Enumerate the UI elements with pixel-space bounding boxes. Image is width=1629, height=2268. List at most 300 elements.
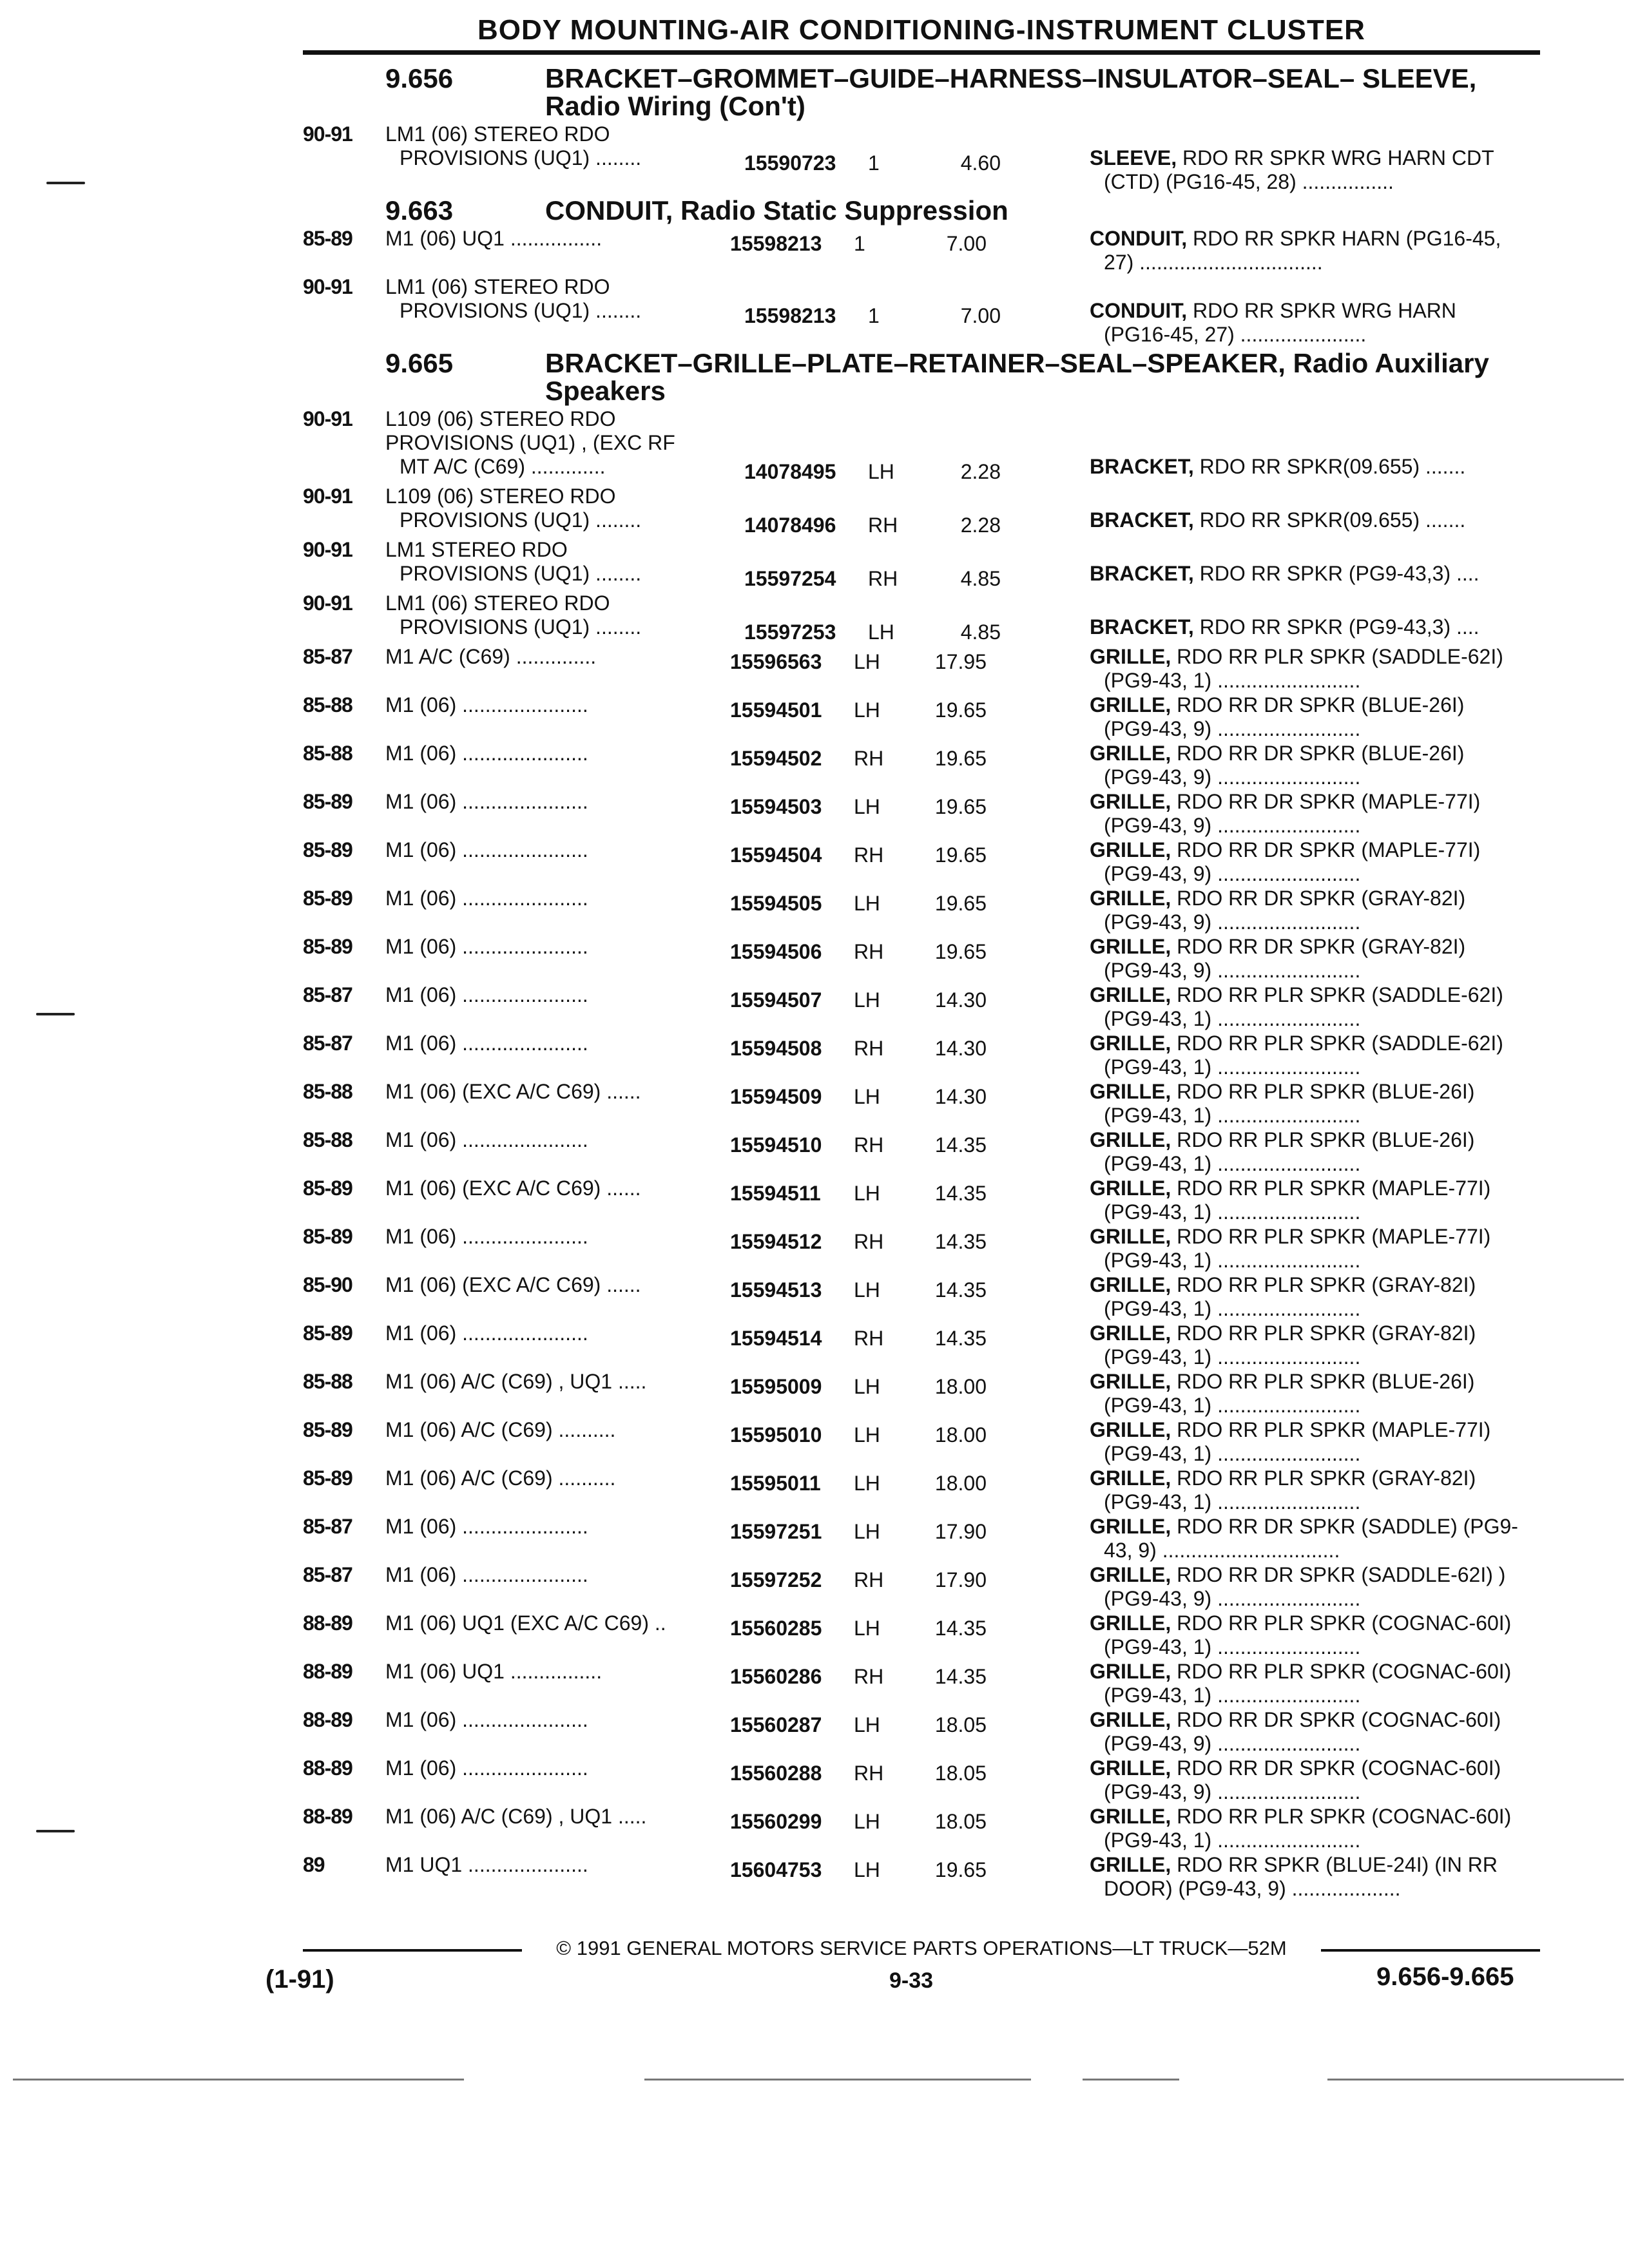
section-number: 9.656 <box>385 63 454 93</box>
part-number: 15594512 <box>730 1230 822 1253</box>
part-description <box>1070 1466 1547 1514</box>
part-entry-row <box>303 1466 1547 1514</box>
list-price: 19.65 <box>934 892 987 915</box>
application-block <box>385 1708 1070 1756</box>
description-line <box>1090 645 1547 669</box>
part-entry-row <box>303 1128 1547 1176</box>
description-spacer <box>1090 538 1547 562</box>
list-price: 19.65 <box>934 940 987 963</box>
part-detail: RDO RR SPKR(09.655) ....... <box>1199 455 1466 478</box>
quantity-or-side: LH <box>854 1617 880 1640</box>
part-entry-row <box>303 407 1547 484</box>
model-years: 85-88 <box>303 1080 352 1103</box>
quantity-or-side: RH <box>854 1762 884 1785</box>
model-years: 85-87 <box>303 1515 352 1538</box>
description-continuation: (PG9-43, 1) ......................... <box>1104 1007 1361 1030</box>
model-years: 85-90 <box>303 1273 352 1296</box>
application-main-line <box>385 227 1070 256</box>
scan-edge-line <box>1083 2079 1179 2081</box>
part-entry-row <box>303 1177 1547 1224</box>
scan-edge-line <box>1327 2079 1624 2081</box>
application-main-line <box>385 1032 1070 1061</box>
section-title: BRACKET–GRILLE–PLATE–RETAINER–SEAL–SPEAKER, Radio Auxiliary Speakers <box>545 348 1489 406</box>
description-line <box>1090 562 1547 586</box>
model-years: 85-89 <box>303 1466 352 1490</box>
part-number: 15598213 <box>730 232 822 255</box>
model-years: 88-89 <box>303 1708 352 1731</box>
application-block <box>385 838 1070 886</box>
part-entry-row <box>303 1370 1547 1418</box>
description-spacer <box>1090 431 1547 455</box>
part-entry-row <box>303 1032 1547 1079</box>
description-continuation: (PG9-43, 1) ......................... <box>1104 1297 1361 1320</box>
part-name: GRILLE, <box>1090 1032 1171 1055</box>
quantity-or-side: LH <box>854 1375 880 1398</box>
description-line <box>1090 1177 1547 1200</box>
part-entry-row <box>303 742 1547 789</box>
quantity-or-side: RH <box>854 747 884 770</box>
part-number: 15590723 <box>744 151 836 175</box>
application-main-line <box>385 562 1070 591</box>
part-description <box>1070 1418 1547 1466</box>
part-description <box>1070 887 1547 934</box>
part-description <box>1070 538 1547 591</box>
quantity-or-side: RH <box>854 1230 884 1253</box>
part-detail: RDO RR DR SPKR (MAPLE-77I) <box>1177 838 1481 861</box>
quantity-or-side: LH <box>854 1085 880 1108</box>
part-detail: RDO RR PLR SPKR (COGNAC-60I) <box>1177 1805 1512 1828</box>
part-description <box>1070 1321 1547 1369</box>
part-description <box>1070 591 1547 644</box>
part-number: 15604753 <box>730 1858 822 1881</box>
description-line <box>1090 1611 1547 1635</box>
part-entry-row <box>303 838 1547 886</box>
part-number: 15560287 <box>730 1713 822 1736</box>
list-price: 14.30 <box>934 988 987 1012</box>
model-years: 90-91 <box>303 275 352 298</box>
part-number: 15560299 <box>730 1810 822 1833</box>
part-name: GRILLE, <box>1090 1418 1171 1441</box>
application-line: LM1 STEREO RDO <box>385 538 568 561</box>
quantity-or-side: RH <box>868 514 898 537</box>
application-block <box>385 227 1070 274</box>
application-block <box>385 1418 1070 1466</box>
section-9-665 <box>303 349 1547 1901</box>
part-entry-row <box>303 1273 1547 1321</box>
quantity-or-side: RH <box>868 567 898 590</box>
part-description <box>1070 790 1547 838</box>
description-line <box>1090 887 1547 910</box>
part-number: 15594514 <box>730 1327 822 1350</box>
part-entry-row <box>303 538 1547 591</box>
application-model: M1 (06) ...................... <box>385 1708 588 1731</box>
model-years: 85-88 <box>303 1128 352 1151</box>
list-price: 19.65 <box>934 843 987 867</box>
part-entry-row <box>303 1225 1547 1273</box>
list-price: 14.35 <box>934 1230 987 1253</box>
quantity-or-side: RH <box>854 940 884 963</box>
part-number: 15595010 <box>730 1423 822 1446</box>
application-block <box>385 1563 1070 1611</box>
part-number: 15597251 <box>730 1520 822 1543</box>
application-block <box>385 1756 1070 1804</box>
model-years: 85-89 <box>303 1177 352 1200</box>
part-detail: RDO RR PLR SPKR (BLUE-26I) <box>1177 1128 1475 1151</box>
description-line <box>1090 1128 1547 1152</box>
description-continuation: (PG9-43, 9) ......................... <box>1104 814 1361 837</box>
application-model: M1 (06) ...................... <box>385 1321 588 1345</box>
part-detail: RDO RR DR SPKR (GRAY-82I) <box>1177 935 1466 958</box>
application-main-line <box>385 146 1070 175</box>
part-name: BRACKET, <box>1090 562 1194 585</box>
description-line <box>1090 1756 1547 1780</box>
part-description <box>1070 1708 1547 1756</box>
model-years: 88-89 <box>303 1611 352 1635</box>
part-detail: RDO RR PLR SPKR (GRAY-82I) <box>1177 1273 1476 1296</box>
application-line: L109 (06) STEREO RDO <box>385 407 616 430</box>
quantity-or-side: LH <box>854 1810 880 1833</box>
list-price: 2.28 <box>960 514 1001 537</box>
list-price: 18.00 <box>934 1423 987 1446</box>
application-model: M1 (06) A/C (C69) .......... <box>385 1418 616 1441</box>
part-description <box>1070 1660 1547 1707</box>
application-block <box>385 742 1070 789</box>
description-line <box>1090 1466 1547 1490</box>
description-line <box>1090 299 1547 323</box>
part-description <box>1070 935 1547 983</box>
part-name: GRILLE, <box>1090 1563 1171 1586</box>
list-price: 18.00 <box>934 1375 987 1398</box>
quantity-or-side: 1 <box>868 304 880 327</box>
application-main-line <box>385 1225 1070 1254</box>
application-block <box>385 1273 1070 1321</box>
application-model: PROVISIONS (UQ1) ........ <box>400 508 642 532</box>
application-model: M1 (06) A/C (C69) , UQ1 ..... <box>385 1805 647 1828</box>
list-price: 19.65 <box>934 698 987 722</box>
part-detail: RDO RR PLR SPKR (GRAY-82I) <box>1177 1466 1476 1490</box>
application-main-line <box>385 1321 1070 1350</box>
description-line <box>1090 1660 1547 1684</box>
part-detail: RDO RR DR SPKR (BLUE-26I) <box>1177 693 1465 716</box>
part-entry-row <box>303 227 1547 274</box>
application-main-line <box>385 1273 1070 1302</box>
application-main-line <box>385 1756 1070 1785</box>
part-detail: RDO RR PLR SPKR (GRAY-82I) <box>1177 1321 1476 1345</box>
quantity-or-side: RH <box>854 843 884 867</box>
list-price: 17.90 <box>934 1520 987 1543</box>
part-name: GRILLE, <box>1090 1177 1171 1200</box>
part-detail: RDO RR DR SPKR (GRAY-82I) <box>1177 887 1466 910</box>
part-description <box>1070 742 1547 789</box>
part-description <box>1070 645 1547 693</box>
description-line <box>1090 742 1547 765</box>
part-name: GRILLE, <box>1090 693 1171 716</box>
application-model: M1 (06) ...................... <box>385 983 588 1006</box>
application-block <box>385 1853 1070 1901</box>
quantity-or-side: RH <box>854 1133 884 1157</box>
quantity-or-side: LH <box>854 1182 880 1205</box>
application-main-line <box>385 742 1070 771</box>
part-number: 15594502 <box>730 747 822 770</box>
description-line <box>1090 615 1547 639</box>
model-years: 88-89 <box>303 1660 352 1683</box>
part-name: GRILLE, <box>1090 1321 1171 1345</box>
list-price: 14.35 <box>934 1327 987 1350</box>
model-years: 85-89 <box>303 1418 352 1441</box>
quantity-or-side: RH <box>854 1568 884 1591</box>
application-block <box>385 1370 1070 1418</box>
description-line <box>1090 1225 1547 1249</box>
description-line <box>1090 455 1547 479</box>
description-continuation: 27) ................................ <box>1104 251 1323 274</box>
description-line <box>1090 1321 1547 1345</box>
application-block <box>385 887 1070 934</box>
part-name: GRILLE, <box>1090 838 1171 861</box>
part-entry-row <box>303 1611 1547 1659</box>
model-years: 85-87 <box>303 1032 352 1055</box>
application-line: L109 (06) STEREO RDO <box>385 485 616 508</box>
application-block <box>385 1805 1070 1852</box>
description-line <box>1090 1080 1547 1104</box>
quantity-or-side: LH <box>854 1423 880 1446</box>
part-detail: RDO RR DR SPKR (COGNAC-60I) <box>1177 1708 1501 1731</box>
application-block <box>385 591 1070 644</box>
application-main-line <box>385 645 1070 674</box>
model-years: 85-89 <box>303 1225 352 1248</box>
part-entry-row <box>303 485 1547 537</box>
description-continuation: (PG9-43, 9) ......................... <box>1104 910 1361 934</box>
application-model: M1 (06) A/C (C69) , UQ1 ..... <box>385 1370 647 1393</box>
quantity-or-side: LH <box>854 1278 880 1302</box>
quantity-or-side: LH <box>854 795 880 818</box>
description-continuation: (PG9-43, 1) ......................... <box>1104 1200 1361 1224</box>
description-continuation: (PG9-43, 9) ......................... <box>1104 959 1361 982</box>
part-name: GRILLE, <box>1090 1611 1171 1635</box>
description-spacer <box>1090 275 1547 299</box>
list-price: 4.85 <box>960 567 1001 590</box>
part-entry-row <box>303 1321 1547 1369</box>
description-line <box>1090 693 1547 717</box>
application-main-line <box>385 1853 1070 1882</box>
quantity-or-side: LH <box>854 1858 880 1881</box>
part-number: 14078496 <box>744 514 836 537</box>
part-entry-row <box>303 983 1547 1031</box>
description-spacer <box>1090 407 1547 431</box>
quantity-or-side: 1 <box>868 151 880 175</box>
quantity-or-side: LH <box>854 892 880 915</box>
part-detail: RDO RR SPKR WRG HARN <box>1193 299 1456 322</box>
application-main-line <box>385 1515 1070 1544</box>
part-name: GRILLE, <box>1090 742 1171 765</box>
part-description <box>1070 407 1547 484</box>
part-entry-row <box>303 1708 1547 1756</box>
part-name: GRILLE, <box>1090 1853 1171 1876</box>
list-price: 2.28 <box>960 460 1001 483</box>
list-price: 7.00 <box>946 232 987 255</box>
application-block <box>385 1032 1070 1079</box>
description-continuation: (PG9-43, 9) ......................... <box>1104 862 1361 885</box>
description-spacer <box>1090 122 1547 146</box>
part-description <box>1070 1273 1547 1321</box>
list-price: 4.60 <box>960 151 1001 175</box>
part-description <box>1070 1853 1547 1901</box>
list-price: 19.65 <box>934 795 987 818</box>
part-detail: RDO RR PLR SPKR (COGNAC-60I) <box>1177 1660 1512 1683</box>
model-years: 85-89 <box>303 790 352 813</box>
list-price: 17.90 <box>934 1568 987 1591</box>
model-years: 90-91 <box>303 485 352 508</box>
list-price: 18.05 <box>934 1810 987 1833</box>
application-block <box>385 1515 1070 1562</box>
part-number: 15597254 <box>744 567 836 590</box>
application-main-line <box>385 693 1070 722</box>
part-name: CONDUIT, <box>1090 227 1188 250</box>
part-name: BRACKET, <box>1090 508 1194 532</box>
application-model: M1 (06) ...................... <box>385 935 588 958</box>
part-description <box>1070 275 1547 347</box>
description-continuation: (PG9-43, 9) ......................... <box>1104 765 1361 789</box>
description-spacer <box>1090 485 1547 508</box>
part-number: 15594505 <box>730 892 822 915</box>
section-heading <box>303 64 1547 120</box>
application-model: M1 (06) ...................... <box>385 693 588 716</box>
description-line <box>1090 1805 1547 1829</box>
list-price: 14.35 <box>934 1665 987 1688</box>
part-name: GRILLE, <box>1090 1128 1171 1151</box>
application-model: M1 (06) UQ1 ................ <box>385 1660 602 1683</box>
description-continuation: DOOR) (PG9-43, 9) ................... <box>1104 1877 1401 1900</box>
list-price: 14.35 <box>934 1278 987 1302</box>
model-years: 85-87 <box>303 645 352 668</box>
part-description <box>1070 485 1547 537</box>
model-years: 88-89 <box>303 1805 352 1828</box>
part-number: 15594504 <box>730 843 822 867</box>
description-line <box>1090 790 1547 814</box>
part-entry-row <box>303 1756 1547 1804</box>
part-detail: RDO RR SPKR (PG9-43,3) .... <box>1199 562 1480 585</box>
description-line <box>1090 227 1547 251</box>
application-main-line <box>385 838 1070 867</box>
part-detail: RDO RR SPKR HARN (PG16-45, <box>1193 227 1501 250</box>
part-number: 15598213 <box>744 304 836 327</box>
footer-section-range: 9.656-9.665 <box>1376 1963 1514 1991</box>
part-detail: RDO RR PLR SPKR (SADDLE-62I) <box>1177 645 1503 668</box>
section-9-656 <box>303 64 1547 194</box>
model-years: 90-91 <box>303 122 352 146</box>
margin-punch-mark <box>36 1830 75 1832</box>
list-price: 7.00 <box>960 304 1001 327</box>
application-main-line <box>385 1563 1070 1592</box>
description-line <box>1090 1853 1547 1877</box>
part-name: GRILLE, <box>1090 1805 1171 1828</box>
description-line <box>1090 1563 1547 1587</box>
application-model: M1 (06) ...................... <box>385 790 588 813</box>
description-continuation: (PG9-43, 1) ......................... <box>1104 1394 1361 1417</box>
model-years: 85-88 <box>303 742 352 765</box>
part-name: GRILLE, <box>1090 1708 1171 1731</box>
application-model: M1 (06) ...................... <box>385 1128 588 1151</box>
part-name: GRILLE, <box>1090 790 1171 813</box>
application-main-line <box>385 1805 1070 1834</box>
part-description <box>1070 693 1547 741</box>
application-model: M1 UQ1 ..................... <box>385 1853 588 1876</box>
application-block <box>385 1660 1070 1707</box>
part-name: GRILLE, <box>1090 983 1171 1006</box>
part-number: 15595009 <box>730 1375 822 1398</box>
description-line <box>1090 146 1547 170</box>
quantity-or-side: LH <box>868 460 894 483</box>
part-detail: RDO RR PLR SPKR (COGNAC-60I) <box>1177 1611 1512 1635</box>
application-main-line <box>385 1128 1070 1157</box>
application-line: LM1 (06) STEREO RDO <box>385 122 610 146</box>
application-block <box>385 645 1070 693</box>
application-model: M1 (06) (EXC A/C C69) ...... <box>385 1177 641 1200</box>
application-block <box>385 983 1070 1031</box>
model-years: 85-88 <box>303 693 352 716</box>
part-number: 15594509 <box>730 1085 822 1108</box>
part-name: GRILLE, <box>1090 645 1171 668</box>
application-block <box>385 790 1070 838</box>
description-continuation: (PG16-45, 27) ...................... <box>1104 323 1367 346</box>
application-block <box>385 275 1070 347</box>
application-main-line <box>385 1370 1070 1399</box>
part-detail: RDO RR SPKR WRG HARN CDT <box>1182 146 1494 169</box>
section-number: 9.663 <box>385 195 454 226</box>
list-price: 14.35 <box>934 1182 987 1205</box>
part-description <box>1070 1370 1547 1418</box>
part-entry-row <box>303 1805 1547 1852</box>
application-block <box>385 407 1070 484</box>
part-number: 15594507 <box>730 988 822 1012</box>
part-detail: RDO RR DR SPKR (SADDLE) (PG9- <box>1177 1515 1518 1538</box>
part-detail: RDO RR PLR SPKR (MAPLE-77I) <box>1177 1225 1491 1248</box>
part-name: GRILLE, <box>1090 1756 1171 1780</box>
model-years: 85-89 <box>303 935 352 958</box>
description-continuation: (PG9-43, 9) ......................... <box>1104 717 1361 740</box>
list-price: 14.35 <box>934 1617 987 1640</box>
part-number: 15594511 <box>730 1182 821 1205</box>
list-price: 18.00 <box>934 1472 987 1495</box>
section-heading <box>303 349 1547 405</box>
part-number: 15594510 <box>730 1133 822 1157</box>
description-line <box>1090 1032 1547 1055</box>
application-main-line <box>385 299 1070 328</box>
description-spacer <box>1090 591 1547 615</box>
list-price: 19.65 <box>934 1858 987 1881</box>
model-years: 85-89 <box>303 1321 352 1345</box>
application-block <box>385 1225 1070 1273</box>
list-price: 18.05 <box>934 1762 987 1785</box>
model-years: 85-88 <box>303 1370 352 1393</box>
application-block <box>385 1321 1070 1369</box>
list-price: 14.30 <box>934 1037 987 1060</box>
application-main-line <box>385 1660 1070 1689</box>
parts-listing <box>303 62 1547 1901</box>
part-detail: RDO RR SPKR (BLUE-24I) (IN RR <box>1177 1853 1498 1876</box>
application-main-line <box>385 1466 1070 1495</box>
description-continuation: 43, 9) ............................... <box>1104 1539 1340 1562</box>
part-description <box>1070 1756 1547 1804</box>
application-model: MT A/C (C69) ............. <box>400 455 606 478</box>
part-description <box>1070 838 1547 886</box>
part-detail: RDO RR PLR SPKR (BLUE-26I) <box>1177 1080 1475 1103</box>
application-model: PROVISIONS (UQ1) ........ <box>400 299 642 322</box>
application-block <box>385 538 1070 591</box>
part-entry-row <box>303 1515 1547 1562</box>
application-main-line <box>385 1177 1070 1206</box>
part-detail: RDO RR PLR SPKR (MAPLE-77I) <box>1177 1418 1491 1441</box>
model-years: 90-91 <box>303 538 352 561</box>
